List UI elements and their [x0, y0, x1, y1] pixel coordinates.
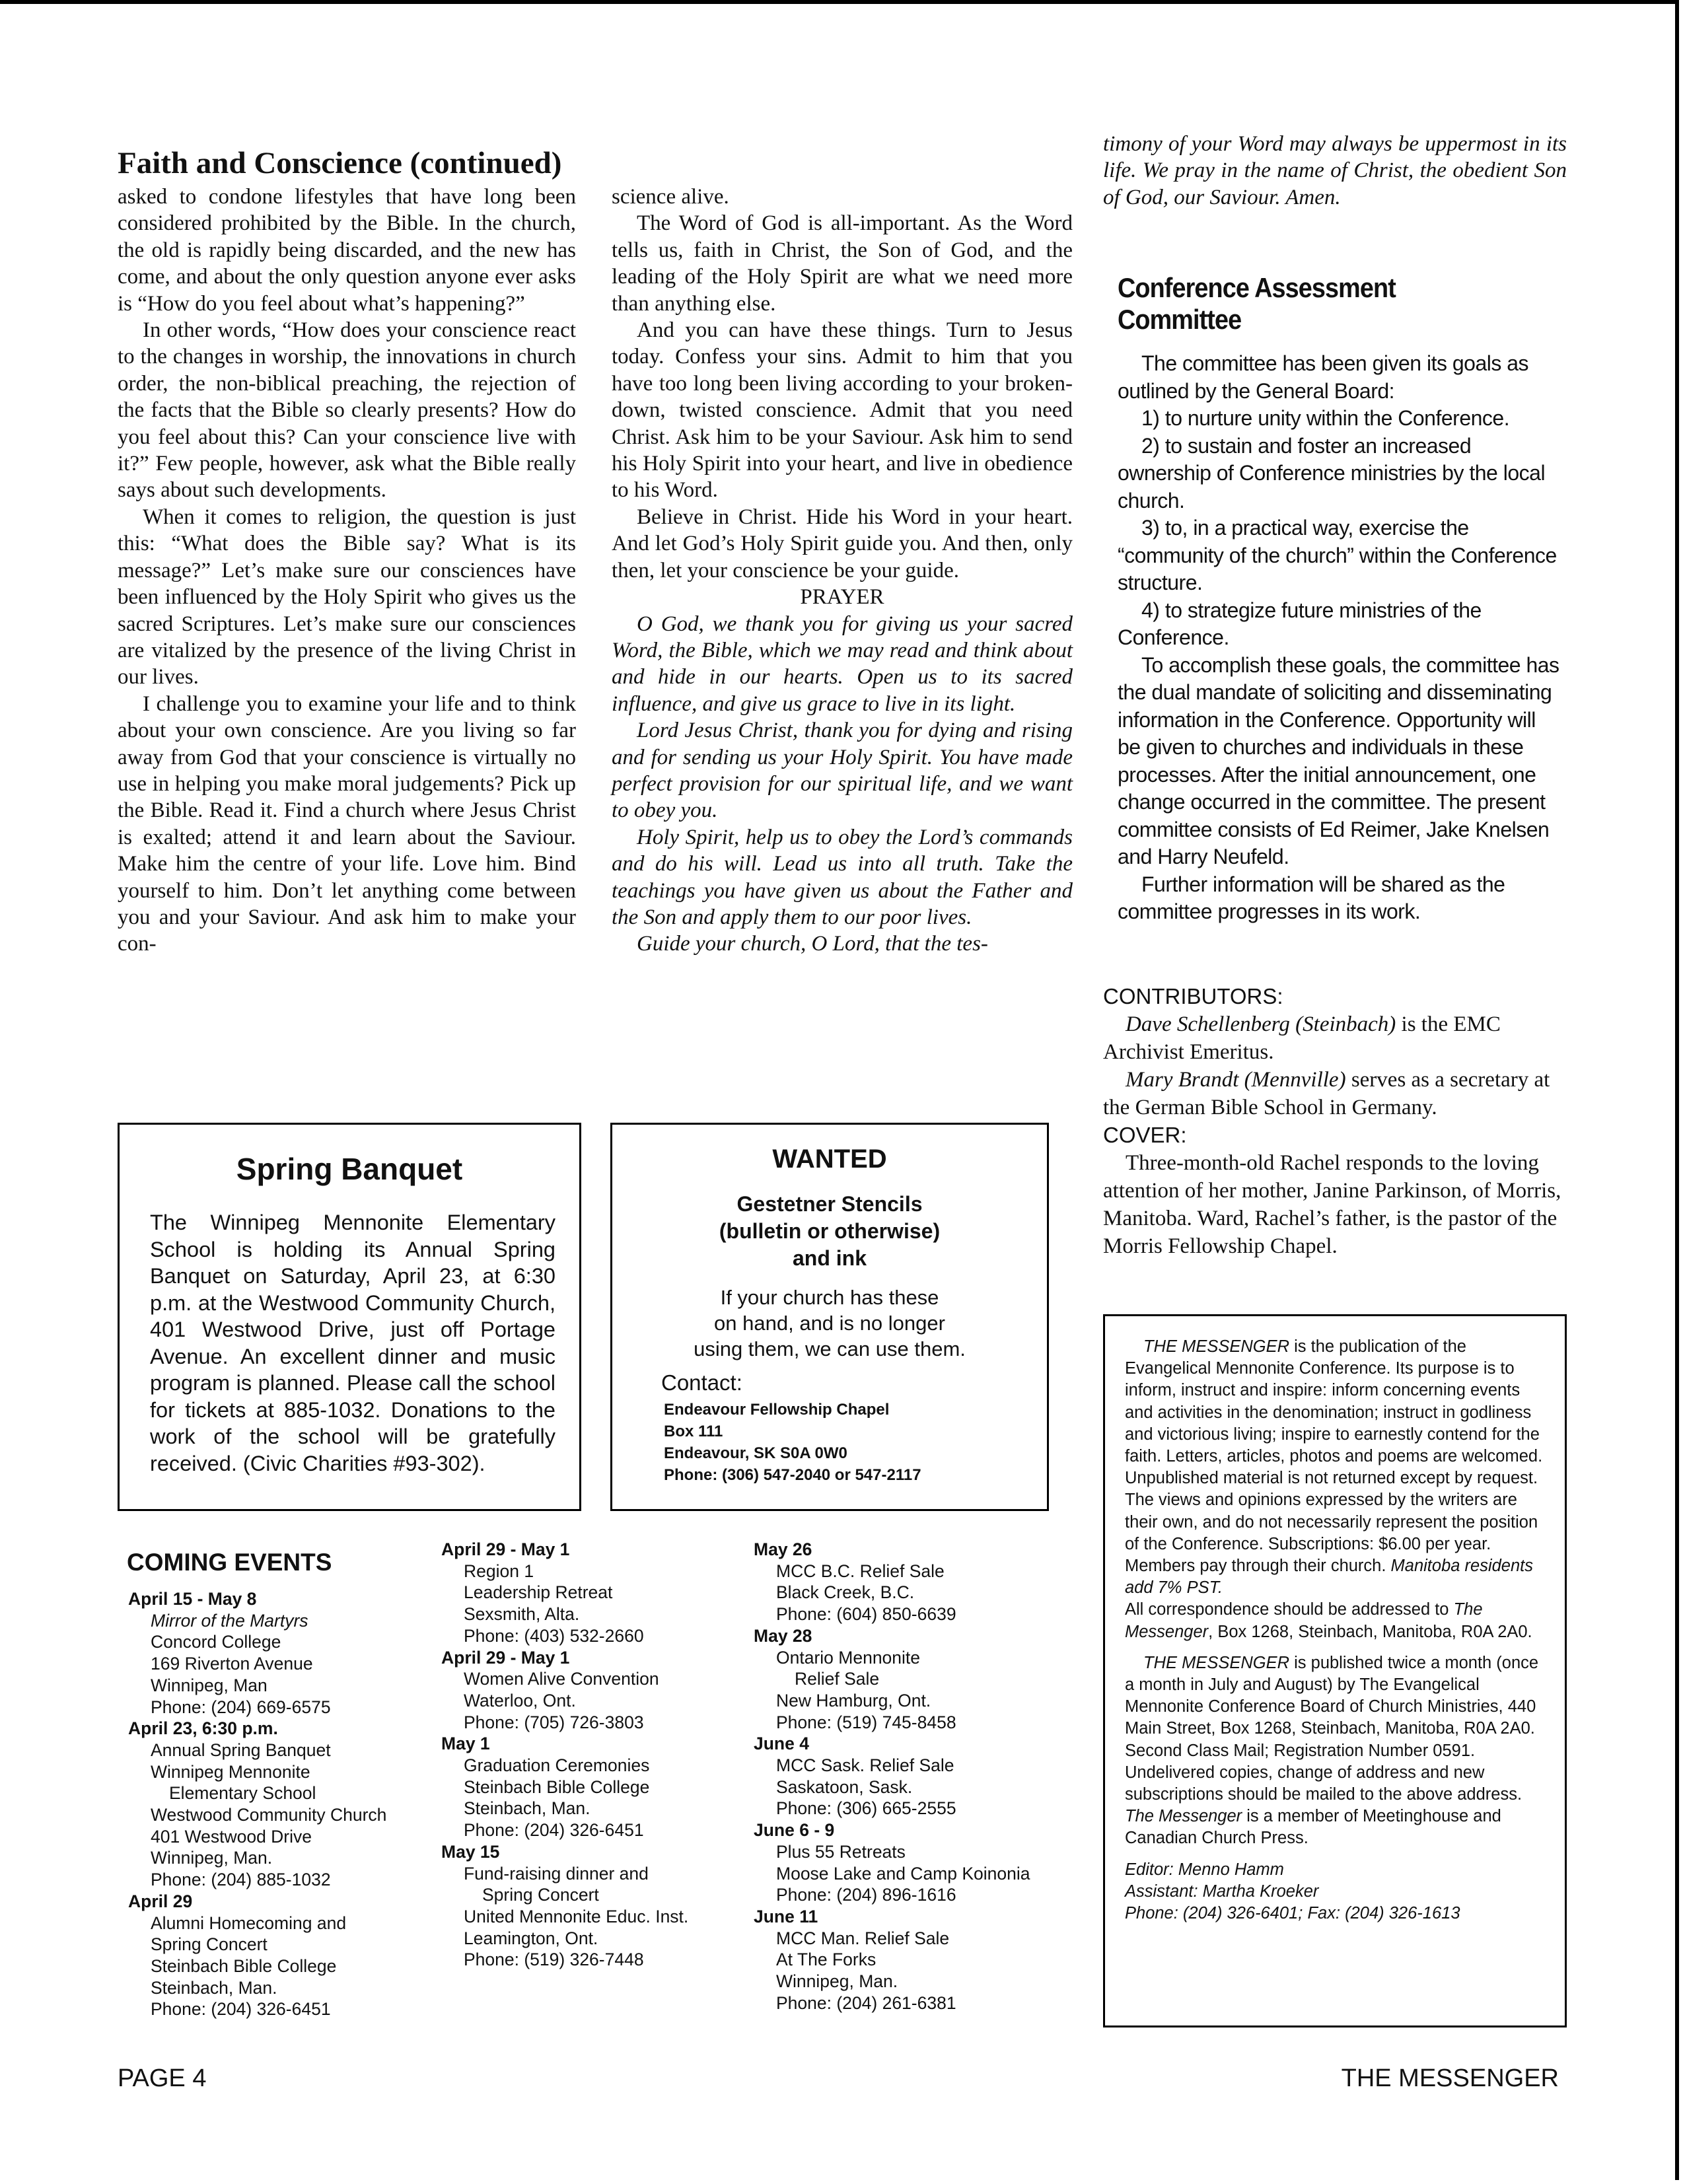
event-detail: Phone: (204) 326-6451: [151, 1999, 331, 2020]
assessment-paragraph: 1) to nurture unity within the Conference.: [1141, 406, 1510, 430]
contact-label: Contact:: [661, 1370, 742, 1395]
spring-banquet-box: [118, 1123, 581, 1511]
event-detail: Spring Concert: [482, 1885, 599, 1905]
event-date: April 29 - May 1: [441, 1539, 570, 1559]
contributors-heading: CONTRIBUTORS:: [1103, 984, 1283, 1008]
prayer-paragraph: Lord Jesus Christ, thank you for dying and rising and for sending us your Holy Spirit. You have made perfect provision for our spiritual life, and we want to obey you.: [612, 719, 1073, 823]
assessment-paragraph: 2) to sustain and foster an increased ownership of Conference ministries by the local church.: [1118, 433, 1546, 512]
spring-banquet-title: Spring Banquet: [236, 1152, 463, 1186]
event-detail: Steinbach Bible College: [151, 1955, 337, 1976]
article-column-1: [118, 184, 576, 958]
wanted-box: [610, 1123, 1049, 1511]
event-detail: Relief Sale: [795, 1669, 880, 1689]
event-detail: Saskatoon, Sask.: [776, 1777, 913, 1797]
event-detail: Leamington, Ont.: [464, 1928, 598, 1948]
assessment-paragraph: Further information will be shared as the committee progresses in its work.: [1118, 872, 1505, 923]
phone-line: Phone: (204) 326-6401; Fax: (204) 326-1613: [1125, 1904, 1460, 1923]
event-detail: Steinbach, Man.: [464, 1798, 591, 1819]
event-detail: At The Forks: [776, 1950, 877, 1970]
event-date: May 26: [754, 1539, 812, 1559]
prayer-continuation: [1103, 131, 1567, 211]
contact-line: Endeavour, SK S0A 0W0: [664, 1444, 847, 1462]
event-detail: Phone: (204) 669-6575: [151, 1697, 331, 1717]
event-detail: Sexsmith, Alta.: [464, 1604, 580, 1625]
prayer-paragraph: O God, we thank you for giving us your sacred Word, the Bible, which we may read and think about and hide in our hearts. Open us to its sacred influence, and give us grace to live in its light.: [612, 612, 1073, 716]
event-detail: 401 Westwood Drive: [151, 1826, 312, 1847]
event-date: May 15: [441, 1841, 500, 1862]
assessment-paragraph: To accomplish these goals, the committee has the dual mandate of soliciting and disseminating information in the Conference. Opportunity will be given to churches and individuals in these processes. After the initial announcement, one change occurred in the committee. The present committee consists of Ed Reimer, Jake Knelsen and Harry Neufeld.: [1118, 652, 1559, 868]
event-date: April 15 - May 8: [128, 1589, 257, 1609]
contributors-section: [1103, 983, 1567, 1260]
assistant-line: Assistant: Martha Kroeker: [1125, 1882, 1319, 1901]
events-column-1: [128, 1588, 439, 2020]
correspondence-statement: All correspondence should be addressed to The Messenger, Box 1268, Steinbach, Manitoba, R0A 2A0.: [1125, 1600, 1532, 1641]
contact-line: Phone: (306) 547-2040 or 547-2117: [664, 1466, 921, 1484]
event-detail: MCC Sask. Relief Sale: [776, 1755, 954, 1776]
messenger-info-box: [1103, 1314, 1567, 2027]
editor-line: Editor: Menno Hamm: [1125, 1860, 1284, 1879]
article-paragraph: asked to condone lifestyles that have long been considered prohibited by the Bible. In the church, the old is rapidly being discarded, and the new has come, and about the only question anyone ever asks is “How do you feel about what’s happening?”: [118, 185, 576, 316]
assessment-title: Conference Assessment Committee: [1118, 272, 1396, 335]
contributor-entry: Mary Brandt (Mennville) serves as a secretary at the German Bible School in Germany.: [1103, 1068, 1550, 1119]
event-detail: Phone: (204) 885-1032: [151, 1870, 331, 1890]
article-paragraph: When it comes to religion, the question is just this: “What does the Bible say? What is its message?” Let’s make sure our consciences have been influenced by the Holy Spirit who gives us the sacred Scriptures. Let’s make sure our consciences are vitalized by the presence of the living Christ in our lives.: [118, 505, 576, 689]
prayer-paragraph: Holy Spirit, help us to obey the Lord’s commands and do his will. Lead us into all truth. Take the teachings you have given us about the Father and the Son and apply them to our poor lives.: [612, 825, 1073, 929]
event-detail: Waterloo, Ont.: [464, 1690, 576, 1710]
cover-heading: COVER:: [1103, 1123, 1187, 1147]
publication-statement: THE MESSENGER is the publication of the Evangelical Mennonite Conference. Its purpose is to inform, instruct and inspire: inform concerning events and activities in the denomination; instruct in godliness and victorious living; inspire to earnestly contend for the faith. Letters, articles, photos and poems are welcomed. Unpublished material is not returned except by request. The views and opinions expressed by the writers are their own, and do not necessarily represent the position of the Conference. Subscriptions: $6.00 per year. Members pay through their church. Manitoba residents add 7% PST.: [1125, 1337, 1543, 1598]
event-detail: Phone: (204) 261-6381: [776, 1992, 956, 2013]
event-detail: Elementary School: [169, 1783, 316, 1804]
wanted-body: If your church has these: [720, 1286, 939, 1309]
spring-banquet-text: The Winnipeg Mennonite Elementary School is holding its Annual Spring Banquet on Saturday, April 23, at 6:30 p.m. at the Westwood Community Church, 401 Westwood Drive, just off Portage Avenue. An excellent dinner and music program is planned. Please call the school for tickets at 885-1032. Donations to the work of the school will be gratefully received. (Civic Charities #93-302).: [150, 1211, 555, 1475]
wanted-body: using them, we can use them.: [694, 1337, 966, 1360]
article-paragraph: In other words, “How does your conscience react to the changes in worship, the innovations in church order, the non-biblical preaching, the rejection of the facts that the Bible so clearly presents? How do you feel about this? Can your conscience live with it?” Few people, however, ask what the Bible really says about such developments.: [118, 318, 576, 503]
event-detail: Fund-raising dinner and: [464, 1863, 649, 1884]
event-detail: New Hamburg, Ont.: [776, 1690, 931, 1710]
article-column-2: [612, 184, 1073, 958]
event-detail: Phone: (604) 850-6639: [776, 1604, 956, 1625]
article-paragraph: I challenge you to examine your life and to think about your own conscience. Are you living so far away from God that your conscience is virtually no use in helping you make moral judgements? Pick up the Bible. Read it. Find a church where Jesus Christ is exalted; attend it and learn about the Saviour. Make him the centre of your life. Love him. Bind yourself to him. Don’t let anything come between you and your Saviour. And ask him to make your con-: [118, 691, 576, 956]
prayer-heading: PRAYER: [800, 585, 884, 610]
events-column-2: [441, 1539, 752, 1971]
event-detail: Moose Lake and Camp Koinonia: [776, 1863, 1030, 1884]
event-detail: Winnipeg, Man.: [776, 1971, 898, 1992]
event-detail: MCC Man. Relief Sale: [776, 1928, 950, 1948]
prayer-paragraph: timony of your Word may always be uppermost in its life. We pray in the name of Christ, the obedient Son of God, our Saviour. Amen.: [1103, 132, 1567, 209]
contributor-entry: Dave Schellenberg (Steinbach) is the EMC Archivist Emeritus.: [1103, 1012, 1501, 1064]
event-detail: Steinbach Bible College: [464, 1777, 650, 1797]
event-detail: Phone: (705) 726-3803: [464, 1712, 644, 1732]
contact-line: Endeavour Fellowship Chapel: [664, 1401, 890, 1419]
events-column-3: [754, 1539, 1064, 2014]
event-detail: Phone: (306) 665-2555: [776, 1798, 956, 1819]
contact-line: Box 111: [664, 1423, 723, 1440]
article-paragraph: And you can have these things. Turn to Jesus today. Confess your sins. Admit to him that you have too long been living according to your broken-down, twisted conscience. Admit that you need Christ. Ask him to be your Saviour. Ask him to send his Holy Spirit into your heart, and live in obedience to his Word.: [612, 318, 1073, 503]
event-detail: Concord College: [151, 1632, 281, 1652]
event-detail: Annual Spring Banquet: [151, 1740, 331, 1760]
prayer-paragraph: Guide your church, O Lord, that the tes-: [637, 932, 988, 956]
event-date: April 29: [128, 1891, 193, 1911]
wanted-subtitle: (bulletin or otherwise): [719, 1219, 941, 1243]
event-detail: Alumni Homecoming and: [151, 1913, 347, 1933]
event-detail: Leadership Retreat: [464, 1582, 613, 1603]
cover-text: Three-month-old Rachel responds to the loving attention of her mother, Janine Parkinson, of Morris, Manitoba. Ward, Rachel’s father, is the pastor of the Morris Fellowship Chapel.: [1103, 1151, 1561, 1258]
article-paragraph: The Word of God is all-important. As the Word tells us, faith in Christ, the Son of God, and the leading of the Holy Spirit are what we need more than anything else.: [612, 211, 1073, 316]
event-detail: Phone: (204) 896-1616: [776, 1885, 956, 1905]
event-detail: MCC B.C. Relief Sale: [776, 1561, 945, 1581]
event-detail: Spring Concert: [151, 1934, 268, 1955]
event-date: June 4: [754, 1734, 809, 1754]
article-paragraph: science alive.: [612, 185, 729, 209]
event-detail: Women Alive Convention: [464, 1669, 659, 1689]
coming-events-title: COMING EVENTS: [127, 1549, 332, 1576]
event-detail: Ontario Mennonite: [776, 1647, 921, 1668]
assessment-paragraph: The committee has been given its goals as outlined by the General Board:: [1118, 351, 1529, 403]
publishing-statement: THE MESSENGER is published twice a month (once a month in July and August) by The Evangelical Mennonite Conference Board of Church Ministries, 440 Main Street, Box 1268, Steinbach, Manitoba, R0A 2A0. Second Class Mail; Registration Number 0591. Undelivered copies, change of address and new subscriptions should be mailed to the above address. The Messenger is a member of Meetinghouse and Canadian Church Press.: [1125, 1653, 1539, 1848]
event-date: May 1: [441, 1734, 490, 1754]
event-detail: Winnipeg Mennonite: [151, 1761, 310, 1782]
event-detail: Winnipeg, Man: [151, 1675, 268, 1695]
article-paragraph: Believe in Christ. Hide his Word in your heart. And let God’s Holy Spirit guide you. And then, only then, let your conscience be your guide.: [612, 505, 1073, 582]
event-detail: Winnipeg, Man.: [151, 1848, 273, 1868]
wanted-subtitle: and ink: [792, 1246, 867, 1270]
assessment-section: [1118, 272, 1561, 926]
event-detail: Plus 55 Retreats: [776, 1841, 906, 1862]
event-date: April 29 - May 1: [441, 1647, 570, 1668]
event-detail: Steinbach, Man.: [151, 1977, 277, 1998]
event-date: June 11: [754, 1906, 818, 1926]
event-detail: Phone: (519) 745-8458: [776, 1712, 956, 1732]
wanted-body: on hand, and is no longer: [714, 1312, 945, 1335]
event-detail: Westwood Community Church: [151, 1805, 387, 1825]
event-date: May 28: [754, 1625, 812, 1646]
event-detail: Phone: (403) 532-2660: [464, 1625, 644, 1646]
event-date: June 6 - 9: [754, 1820, 835, 1841]
assessment-paragraph: 3) to, in a practical way, exercise the “community of the church” within the Conference structure.: [1118, 516, 1557, 594]
article-title: Faith and Conscience (continued): [118, 146, 562, 180]
wanted-title: WANTED: [772, 1145, 887, 1174]
event-detail: Phone: (519) 326-7448: [464, 1950, 644, 1970]
wanted-subtitle: Gestetner Stencils: [736, 1192, 923, 1216]
event-detail: Phone: (204) 326-6451: [464, 1820, 644, 1841]
event-detail: Graduation Ceremonies: [464, 1755, 650, 1776]
publication-name: THE MESSENGER: [1341, 2064, 1559, 2092]
event-detail: United Mennonite Educ. Inst.: [464, 1906, 689, 1926]
event-detail: Region 1: [464, 1561, 534, 1581]
contributor-name: Mary Brandt (Mennville): [1126, 1068, 1346, 1092]
event-detail: 169 Riverton Avenue: [151, 1654, 313, 1674]
event-detail: Mirror of the Martyrs: [151, 1610, 308, 1631]
event-date: April 23, 6:30 p.m.: [128, 1718, 278, 1739]
assessment-paragraph: 4) to strategize future ministries of the Conference.: [1118, 598, 1482, 649]
contributor-name: Dave Schellenberg (Steinbach): [1126, 1012, 1396, 1036]
event-detail: Black Creek, B.C.: [776, 1582, 915, 1603]
page-number: PAGE 4: [118, 2064, 207, 2092]
